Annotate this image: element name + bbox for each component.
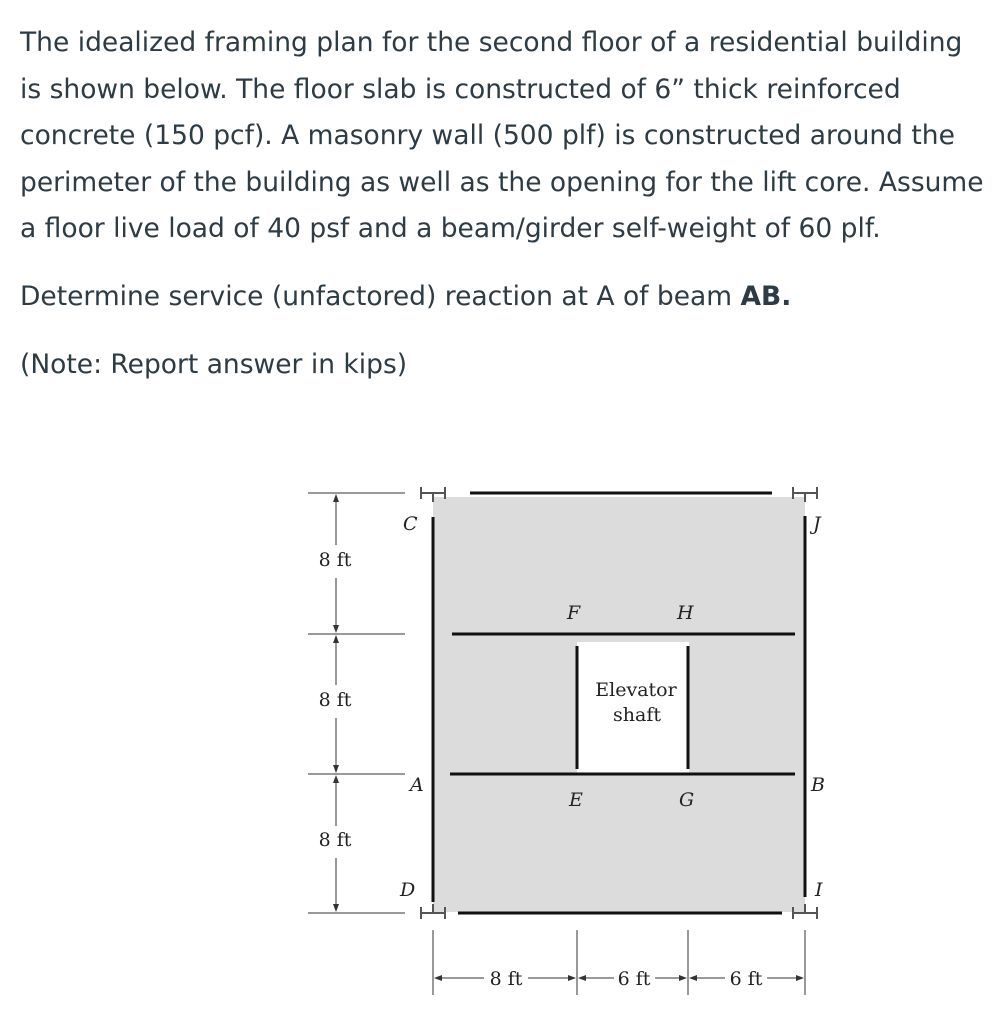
point-label-j: J	[813, 513, 821, 535]
dim-arrow	[689, 975, 697, 981]
question-paragraph-1: The idealized framing plan for the second floor of a residential building is shown below. The floor slab is constructed of 6” thick reinforced concrete (150 pcf). A masonry wall (500 plf) is constructed around the perimeter of the building as well as the opening for the lift core. Assume a floor live load of 40 psf and a beam/girder self-weight of 60 plf.	[20, 27, 984, 244]
point-label-c: C	[403, 513, 418, 535]
dim-arrow	[333, 625, 339, 633]
dim-label-horizontal: 6 ft	[729, 968, 763, 990]
beam-name: AB.	[740, 280, 792, 312]
point-label-e: E	[569, 789, 583, 811]
dim-arrow	[796, 975, 804, 981]
point-label-h: H	[677, 602, 694, 624]
point-label-b: B	[811, 774, 825, 796]
dim-arrow	[568, 975, 576, 981]
dim-arrow	[333, 765, 339, 773]
point-label-g: G	[679, 789, 695, 811]
dim-arrow	[333, 494, 339, 502]
elevator-shaft-label: Elevator	[595, 679, 677, 701]
point-label-f: F	[567, 602, 581, 624]
dim-arrow	[333, 775, 339, 783]
dim-arrow	[679, 975, 687, 981]
dim-arrow	[434, 975, 442, 981]
point-label-a: A	[410, 774, 424, 796]
dim-label-horizontal: 6 ft	[617, 968, 651, 990]
dim-label-vertical: 8 ft	[318, 689, 352, 711]
point-label-i: I	[815, 879, 823, 901]
question-note: (Note: Report answer in kips)	[20, 349, 408, 380]
dim-label-horizontal: 8 ft	[489, 968, 523, 990]
elevator-shaft-label: shaft	[613, 704, 661, 726]
dim-arrow	[578, 975, 586, 981]
dim-label-vertical: 8 ft	[318, 829, 352, 851]
dim-arrow	[333, 635, 339, 643]
dim-arrow	[333, 904, 339, 912]
question-prompt: Determine service (unfactored) reaction at A of beam	[20, 280, 741, 312]
point-label-d: D	[400, 879, 416, 901]
dim-label-vertical: 8 ft	[318, 549, 352, 571]
